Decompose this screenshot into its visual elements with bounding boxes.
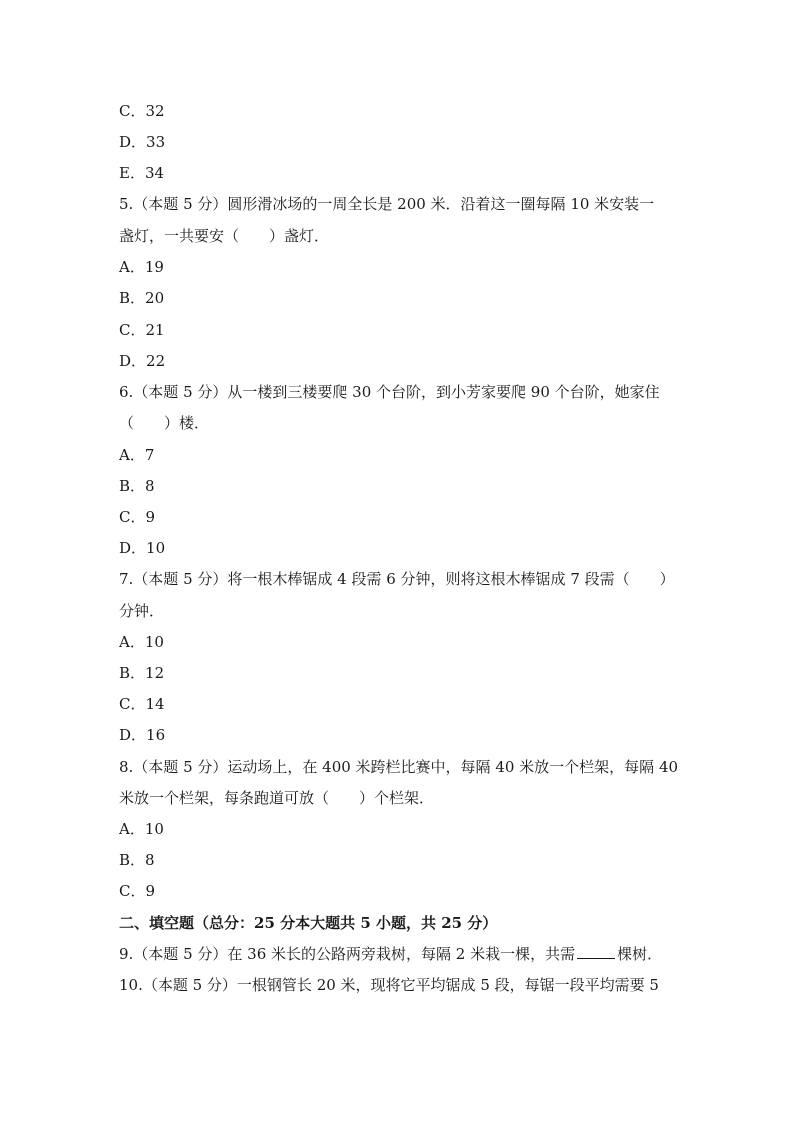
q6-option-b: B．8: [119, 477, 155, 495]
q6-stem-line2: （ ）楼．: [119, 414, 210, 432]
q8-option-b: B．8: [119, 851, 155, 869]
q6-option-a: A．7: [119, 446, 155, 464]
q5-option-b: B．20: [119, 289, 165, 307]
q6-option-d: D．10: [119, 539, 166, 557]
q9-answer-blank: [577, 944, 615, 959]
q5-stem-line2: 盏灯，一共要安（ ）盏灯．: [119, 227, 330, 245]
q7-stem-line1: 7.（本题 5 分）将一根木棒锯成 4 段需 6 分钟，则将这根木棒锯成 7 段需（ ）: [119, 570, 675, 588]
q7-option-c: C．14: [119, 695, 165, 713]
q8-option-c: C．9: [119, 882, 156, 900]
q7-option-b: B．12: [119, 664, 165, 682]
q8-stem-line1: 8.（本题 5 分）运动场上，在 400 米跨栏比赛中，每隔 40 米放一个栏架，每隔 40: [119, 758, 679, 776]
q4-option-c: C．32: [119, 102, 165, 120]
q6-option-c: C．9: [119, 508, 156, 526]
q9-text-after-blank: 棵树．: [617, 945, 663, 963]
q7-stem-line2: 分钟．: [119, 602, 165, 620]
q4-option-d: D．33: [119, 133, 166, 151]
q5-stem-line1: 5.（本题 5 分）圆形滑冰场的一周全长是 200 米．沿着这一圈每隔 10 米安装一: [119, 195, 655, 213]
q6-stem-line1: 6.（本题 5 分）从一楼到三楼要爬 30 个台阶，到小芳家要爬 90 个台阶，她家住: [119, 383, 660, 401]
q9-text-before-blank: 9.（本题 5 分）在 36 米长的公路两旁栽树，每隔 2 米栽一棵，共需: [119, 945, 576, 963]
q7-option-d: D．16: [119, 726, 166, 744]
q8-stem-line2: 米放一个栏架，每条跑道可放（ ）个栏架．: [119, 789, 435, 807]
section-heading-fill-in: 二、填空题（总分：25 分本大题共 5 小题，共 25 分）: [119, 914, 498, 932]
q8-option-a: A．10: [119, 820, 164, 838]
q4-option-e: E．34: [119, 164, 165, 182]
q9-stem: [119, 944, 662, 964]
q5-option-c: C．21: [119, 321, 165, 339]
q10-stem-line1: 10.（本题 5 分）一根钢管长 20 米，现将它平均锯成 5 段，每锯一段平均需要 5: [119, 976, 659, 994]
q7-option-a: A．10: [119, 633, 164, 651]
q5-option-a: A．19: [119, 258, 164, 276]
q5-option-d: D．22: [119, 352, 166, 370]
